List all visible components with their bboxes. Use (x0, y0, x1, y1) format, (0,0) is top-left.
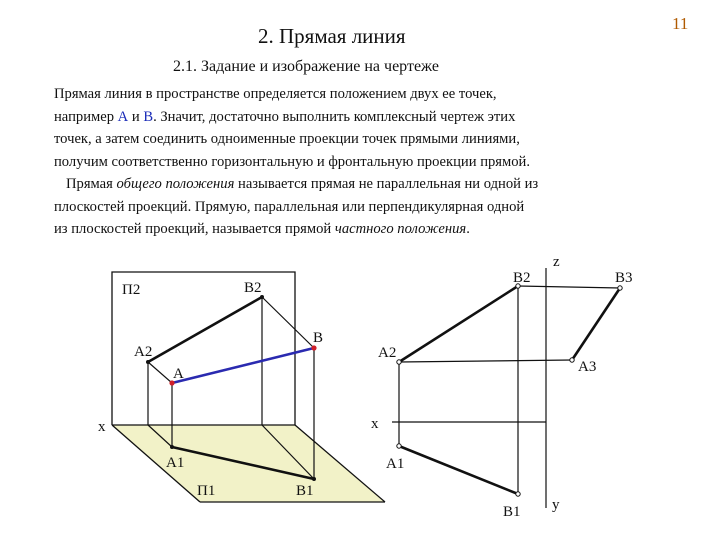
point-b1-marker (312, 477, 316, 481)
point-a1-marker (397, 444, 401, 448)
text-fragment: Прямая (66, 176, 117, 192)
spatial-model (98, 272, 385, 502)
profile-projection-a3b3 (572, 288, 620, 360)
projector-a2-a (148, 362, 172, 383)
term-general-position: общего положения (116, 176, 235, 192)
label-b1: В1 (296, 483, 314, 499)
text-fragment: . (466, 221, 470, 237)
label-pi2: П2 (122, 282, 141, 298)
label-a: А (173, 366, 184, 382)
text-fragment: например (54, 108, 118, 125)
point-b1-marker (516, 492, 520, 496)
label-b1: В1 (503, 504, 521, 520)
frontal-projection-a2b2 (148, 297, 262, 362)
label-b3: В3 (615, 270, 633, 286)
point-a1-marker (170, 445, 174, 449)
label-a3: А3 (578, 359, 597, 375)
label-a1: А1 (386, 456, 405, 472)
label-y: у (552, 497, 560, 513)
text-fragment: называется прямая не параллельная ни одной из (234, 176, 539, 192)
point-a2-marker (146, 360, 150, 364)
label-b2: В2 (244, 280, 262, 296)
paragraph-1-line-3: точек, а затем соединить одноименные проекции точек прямыми линиями, (54, 131, 520, 147)
text-fragment: из плоскостей проекций, называется прямой (54, 221, 335, 237)
paragraph-1-line-1: Прямая линия в пространстве определяется положением двух ее точек, (54, 86, 497, 102)
label-b2: В2 (513, 270, 531, 286)
term-special-position: частного положения (334, 221, 467, 237)
projector-b2-b (262, 297, 314, 348)
label-a2: А2 (134, 344, 153, 360)
label-x: x (371, 416, 379, 432)
paragraph-1-line-4: получим соответственно горизонтальную и фронтальную проекции прямой. (54, 153, 531, 170)
linkage-b2-b3 (518, 286, 620, 288)
horizontal-projection-a1b1 (399, 446, 518, 494)
label-z: z (553, 254, 560, 270)
text-fragment: . Значит, достаточно выполнить комплексный чертеж этих (153, 108, 516, 125)
label-b: В (313, 330, 324, 346)
section-subtitle: 2.1. Задание и изображение на чертеже (173, 58, 439, 75)
point-a-mention: А (117, 108, 129, 125)
text-fragment: и (128, 108, 144, 125)
label-x: x (98, 419, 106, 435)
spatial-line-ab (172, 348, 314, 383)
point-b-mention: В (143, 108, 154, 125)
point-b-marker (311, 345, 316, 350)
label-pi1: П1 (197, 483, 216, 499)
frontal-projection-a2b2 (399, 286, 518, 362)
point-a2-marker (397, 360, 401, 364)
label-a1: А1 (166, 455, 185, 471)
page-number: 11 (672, 14, 689, 33)
label-a2: А2 (378, 345, 397, 361)
paragraph-2-line-2: плоскостей проекций. Прямую, параллельная или перпендикулярная одной (54, 198, 525, 215)
point-b3-marker (618, 286, 622, 290)
page-title: 2. Прямая линия (258, 24, 406, 48)
complex-drawing (371, 254, 633, 520)
point-a3-marker (570, 358, 574, 362)
